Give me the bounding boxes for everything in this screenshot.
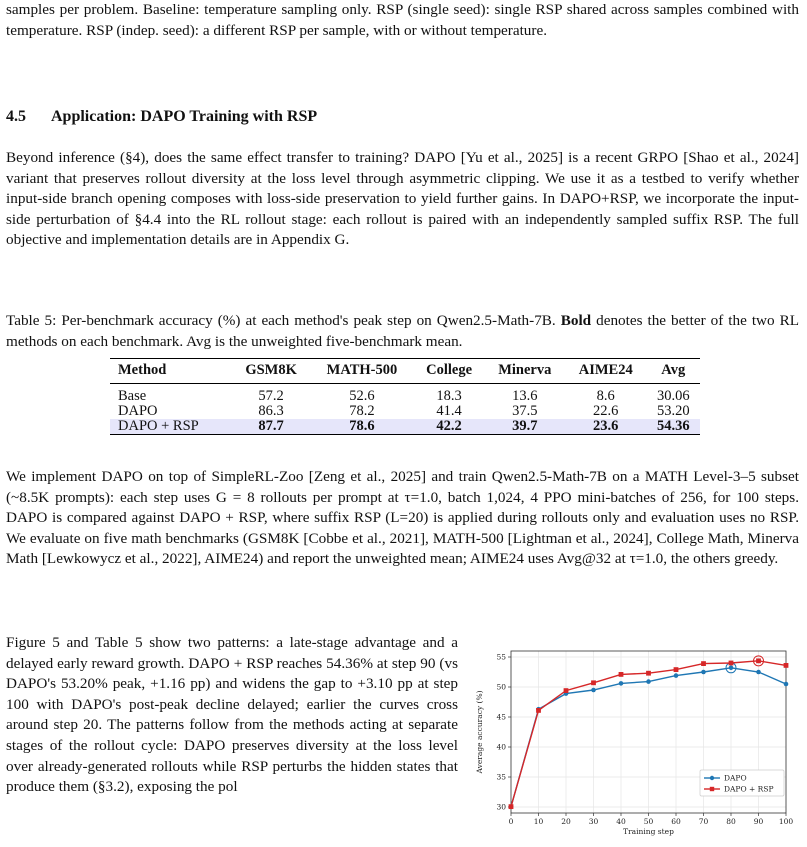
paragraph-dapo-intro — [6, 148, 799, 251]
table-cell: DAPO — [118, 403, 158, 419]
data-point — [756, 658, 761, 663]
header-minerva: Minerva — [485, 359, 565, 384]
section-title: Application: DAPO Training with RSP — [51, 108, 318, 125]
y-tick-label: 45 — [496, 712, 506, 722]
x-axis-label: Training step — [623, 827, 674, 836]
header-math500: MATH-500 — [310, 359, 413, 384]
y-axis-label: Average accuracy (%) — [475, 690, 484, 774]
data-point — [674, 667, 679, 672]
section-number: 4.5 — [6, 108, 26, 125]
x-tick-label: 10 — [533, 817, 544, 826]
table-header-row — [110, 359, 700, 384]
table-row-dapo-rsp — [110, 419, 700, 435]
paragraph-setup — [6, 467, 799, 570]
results-table — [110, 358, 700, 435]
header-college: College — [414, 359, 485, 384]
data-point — [646, 671, 651, 676]
caption-prefix: Table 5: Per-benchmark accuracy (%) at each method's peak step on Qwen2.5-Math-7B. — [6, 312, 556, 329]
paragraph-3-text: Figure 5 and Table 5 show two patterns: a late-stage advantage and a delayed early reward growth. DAPO + RSP reaches 54.36% at step 90 (vs DAPO's 53.20% peak, +1.16 pp) and widens the gap to +3.10 pp at step 100 with DAPO's post-peak decline delayed; earlier the curves cross around step 20. The patterns follow from the methods acting at separate stages of the rollout cycle: DAPO preserves diversity at the loss level over already-generated rollouts while RSP perturbs the hidden states that produce them (§3.2), exposing the pol — [6, 634, 458, 796]
data-point — [619, 672, 624, 677]
x-tick-label: 80 — [726, 817, 736, 826]
x-tick-label: 30 — [588, 817, 599, 826]
x-tick-label: 100 — [778, 817, 794, 826]
data-point — [701, 661, 706, 666]
intro-text: samples per problem. Baseline: temperature sampling only. RSP (single seed): single RSP shared across samples combined with temperature. RSP (indep. seed): a different RSP per sample, with or without temperature. — [6, 1, 799, 39]
table-cell: 41.4 — [436, 403, 462, 419]
table-cell: 13.6 — [512, 388, 538, 404]
data-point — [509, 804, 514, 809]
accuracy-line-chart — [468, 643, 798, 840]
x-tick-label: 70 — [698, 817, 709, 826]
header-aime24: AIME24 — [565, 359, 647, 384]
table-row-base — [110, 384, 700, 405]
table-cell: 57.2 — [258, 388, 284, 404]
table-cell: 86.3 — [258, 403, 284, 419]
data-point — [756, 670, 761, 675]
x-tick-label: 90 — [753, 817, 764, 826]
data-point — [729, 661, 734, 666]
table-cell: 78.6 — [310, 419, 413, 435]
y-tick-label: 35 — [496, 772, 506, 782]
x-tick-label: 40 — [616, 817, 626, 826]
table-cell: 78.2 — [349, 403, 375, 419]
data-point — [536, 708, 541, 713]
table-cell: 18.3 — [436, 388, 462, 404]
table-cell: 87.7 — [232, 419, 310, 435]
paragraph-2-text: We implement DAPO on top of SimpleRL-Zoo [Zeng et al., 2025] and train Qwen2.5-Math-7B on a MATH Level-3–5 subset (~8.5K prompts): each step uses G = 8 rollouts per prompt at τ=1.0, batch 1,024, 4 PPO mini-batches of 256, for 100 steps. DAPO is compared against DAPO + RSP, where suffix RSP (L=20) is applied during rollouts only and evaluation uses no RSP. We evaluate on five math benchmarks (GSM8K [Cobbe et al., 2021], MATH-500 [Lightman et al., 2024], College Math, Minerva Math [Lewkowycz et al., 2022], AIME24) and report the unweighted mean; AIME24 uses Avg@32 at τ=1.0, the others greedy. — [6, 468, 799, 568]
paragraph-patterns — [6, 633, 458, 798]
table-cell: 8.6 — [596, 388, 615, 404]
legend-marker — [710, 776, 714, 780]
y-tick-label: 50 — [496, 682, 506, 692]
data-point — [674, 673, 679, 678]
table-cell: 30.06 — [656, 388, 690, 404]
data-point — [701, 670, 706, 675]
x-tick-label: 0 — [508, 817, 514, 826]
data-point — [591, 680, 596, 685]
data-point — [564, 688, 569, 693]
y-tick-label: 55 — [496, 652, 506, 662]
table-cell: 39.7 — [485, 419, 565, 435]
x-tick-label: 50 — [643, 817, 654, 826]
legend-label: DAPO + RSP — [724, 784, 774, 794]
table-cell: 54.36 — [647, 419, 701, 435]
figure-5-chart — [468, 643, 798, 840]
header-avg: Avg — [647, 359, 701, 384]
table-cell: 22.6 — [593, 403, 619, 419]
table-cell: 52.6 — [349, 388, 375, 404]
data-point — [729, 666, 734, 671]
data-point — [784, 682, 789, 687]
data-point — [619, 681, 624, 686]
table-cell: Base — [118, 388, 147, 404]
paragraph-1-text: Beyond inference (§4), does the same effect transfer to training? DAPO [Yu et al., 2025] is a recent GRPO [Shao et al., 2024] variant that preserves rollout diversity at the loss level through asymmetric clipping. We use it as a testbed to verify whether input-side branch opening composes with loss-side preservation to yield further gains. In DAPO+RSP, we incorporate the input-side perturbation of §4.4 into the RL rollout stage: each rollout is paired with an independently sampled suffix RSP. The full objective and implementation details are in Appendix G. — [6, 149, 799, 249]
data-point — [591, 688, 596, 693]
y-tick-label: 40 — [496, 742, 506, 752]
data-point — [784, 663, 789, 668]
legend-marker — [710, 787, 714, 791]
caption-bold: Bold — [560, 312, 592, 329]
x-tick-label: 20 — [561, 817, 571, 826]
header-gsm8k: GSM8K — [232, 359, 310, 384]
table-cell: DAPO + RSP — [110, 419, 232, 435]
table-cell: 37.5 — [512, 403, 538, 419]
y-tick-label: 30 — [496, 802, 506, 812]
table-cell: 42.2 — [414, 419, 485, 435]
caption-suffix: denotes the better of the two RL methods on each benchmark. Avg is the unweighted five-benchmark mean. — [6, 312, 799, 350]
header-method: Method — [110, 359, 232, 384]
legend-label: DAPO — [724, 773, 747, 783]
table-cell: 53.20 — [656, 403, 690, 419]
intro-paragraph — [6, 0, 799, 41]
table-cell: 23.6 — [565, 419, 647, 435]
table-caption — [6, 311, 799, 352]
section-heading — [6, 107, 317, 128]
table-row-dapo — [110, 404, 700, 419]
data-point — [646, 679, 651, 684]
x-tick-label: 60 — [671, 817, 681, 826]
